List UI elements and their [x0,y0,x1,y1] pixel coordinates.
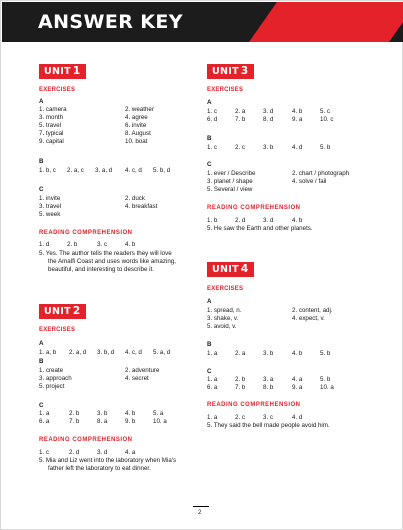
answer-item: 4. b [292,350,303,357]
unit-number: 2 [72,305,81,317]
answer-item: 2. b [67,241,78,248]
answer-item: 1. a [207,414,218,421]
answer-line: 5. Mia and Liz went into the laboratory when Mia's [39,457,177,464]
page-title: ANSWER KEY [38,11,183,33]
answer-item: 2. a, c [67,167,84,174]
answer-item: 6. a [39,418,50,425]
unit-3-exercises-heading: EXERCISES [207,87,244,93]
answer-item: 3. a, d [95,167,113,174]
answer-item: 3. b [97,410,108,417]
unit-number: 4 [240,263,249,275]
answer-item: 5. c [320,108,330,115]
answer-item: 1. c [207,144,217,151]
answer-item: 3. a [263,376,274,383]
answer-line: 5. He saw the Earth and other planets. [207,225,313,232]
answer-item: 3. c [97,241,107,248]
unit-3-section-c-label: C [207,161,212,168]
answer-item: 9. capital [39,138,64,145]
answer-item: 9. b [125,418,136,425]
answer-item: 8. b [263,384,274,391]
answer-item: 3. b [263,144,274,151]
answer-line: 5. Yes. The author tells the readers they will love [39,250,172,257]
answer-item: 4. solve / fail [292,178,327,185]
answer-item: 3. b, d [97,349,115,356]
answer-item: 2. chart / photograph [292,170,350,177]
unit-label: UNIT [44,66,71,77]
unit-2-section-a-label: A [39,340,44,347]
answer-item: 4. d [292,414,303,421]
unit-4-badge [207,262,254,277]
unit-1-reading-heading: READING COMPREHENSION [39,230,133,236]
answer-item: 2. a [235,350,246,357]
answer-item: 5. Several / view [207,186,253,193]
page-header [2,2,403,42]
answer-item: 2. d [69,449,80,456]
answer-item: 3. b [263,350,274,357]
unit-number: 1 [72,65,81,77]
answer-item: 1. a [207,350,218,357]
answer-item: 2. a, d [69,349,87,356]
answer-line: 5. They said the bell made people avoid him. [207,422,330,429]
answer-item: 3. shake, v. [207,315,239,322]
answer-item: 5. b [320,376,331,383]
answer-item: 5. b [320,144,331,151]
answer-item: 10. boat [125,138,148,145]
unit-4-section-b-label: B [207,341,212,348]
answer-item: 6. a [207,384,218,391]
answer-item: 1. ever / Describe [207,170,256,177]
answer-item: 3. travel [39,203,62,210]
answer-item: 5. week [39,211,61,218]
answer-item: 4. d [292,144,303,151]
unit-label: UNIT [212,264,239,275]
unit-4-section-c-label: C [207,368,212,375]
answer-item: 8. d [263,116,274,123]
answer-item: 2. content, adj. [292,307,333,314]
answer-item: 1. spread, n. [207,307,242,314]
answer-item: 4. b [125,241,136,248]
unit-4-exercises-heading: EXERCISES [207,286,244,292]
unit-2-exercises-heading: EXERCISES [39,327,76,333]
answer-item: 5. a, d [153,349,171,356]
unit-3-reading-heading: READING COMPREHENSION [207,205,301,211]
unit-label: UNIT [212,66,239,77]
unit-number: 3 [240,65,249,77]
answer-item: 8. a [97,418,108,425]
answer-item: 3. planet / shape [207,178,253,185]
answer-item: 5. project [39,383,65,390]
answer-line: the Amalfi Coast and uses words like amazing, [48,258,176,265]
answer-item: 5. a [153,410,164,417]
answer-item: 4. a [125,449,136,456]
answer-item: 4. breakfast [125,203,158,210]
page-number: 2 [198,510,202,516]
unit-2-section-b-label: B [39,358,44,365]
answer-item: 3. d [97,449,108,456]
answer-item: 10. c [320,116,334,123]
answer-item: 2. c [235,144,245,151]
answer-item: 5. b [320,350,331,357]
answer-item: 4. b [292,217,303,224]
answer-item: 1. create [39,367,64,374]
answer-item: 3. approach [39,375,72,382]
answer-item: 2. a [235,108,246,115]
unit-1-section-b-label: B [39,158,44,165]
answer-item: 5. travel [39,122,62,129]
answer-item: 1. c [207,108,217,115]
unit-2-section-c-label: C [39,402,44,409]
unit-4-section-a-label: A [207,298,212,305]
answer-item: 7. b [235,384,246,391]
answer-line: beautiful, and interesting to describe it. [48,266,154,273]
answer-item: 4. b [292,108,303,115]
answer-item: 4. a [292,376,303,383]
answer-item: 1. b [207,217,218,224]
unit-1-badge [39,64,86,79]
answer-item: 3. month [39,114,64,121]
answer-item: 9. a [292,384,303,391]
answer-item: 4. expect, v. [292,315,325,322]
answer-item: 2. adventure [125,367,160,374]
answer-item: 6. d [207,116,218,123]
answer-item: 3. c [263,414,273,421]
answer-item: 10. a [320,384,334,391]
answer-item: 9. a [292,116,303,123]
answer-item: 2. duck [125,195,145,202]
answer-item: 2. c [235,414,245,421]
answer-item: 3. d [263,217,274,224]
answer-item: 1. b, c [39,167,56,174]
answer-item: 4. c, d [125,349,142,356]
unit-2-badge [39,304,86,319]
answer-item: 2. b [235,376,246,383]
answer-item: 5. avoid, v. [207,323,237,330]
answer-item: 5. b, d [153,167,171,174]
answer-item: 6. invite [125,122,147,129]
answer-item: 1. a [207,376,218,383]
unit-1-section-c-label: C [39,186,44,193]
unit-3-section-a-label: A [207,99,212,106]
unit-label: UNIT [44,306,71,317]
unit-1-exercises-heading: EXERCISES [39,87,76,93]
footer-rule [193,506,209,507]
answer-item: 1. a, b [39,349,57,356]
answer-item: 2. weather [125,106,154,113]
answer-item: 7. b [69,418,80,425]
answer-item: 7. b [235,116,246,123]
answer-item: 4. secret [125,375,149,382]
unit-1-section-a-label: A [39,98,44,105]
answer-item: 3. d [263,108,274,115]
answer-item: 2. d [235,217,246,224]
answer-item: 7. typical [39,130,64,137]
answer-item: 1. c [39,449,49,456]
answer-line: father left the laboratory to eat dinner. [48,465,151,472]
unit-2-reading-heading: READING COMPREHENSION [39,437,133,443]
answer-item: 4. b [125,410,136,417]
answer-item: 1. invite [39,195,61,202]
unit-3-section-b-label: B [207,135,212,142]
unit-4-reading-heading: READING COMPREHENSION [207,402,301,408]
answer-item: 1. camera [39,106,67,113]
answer-item: 1. a [39,410,50,417]
answer-item: 4. agree [125,114,148,121]
answer-item: 2. b [69,410,80,417]
answer-item: 1. d [39,241,50,248]
answer-item: 10. a [153,418,167,425]
unit-3-badge [207,64,254,79]
header-red-stripe [249,2,403,42]
answer-item: 4. c, d [125,167,142,174]
answer-item: 8. August [125,130,151,137]
